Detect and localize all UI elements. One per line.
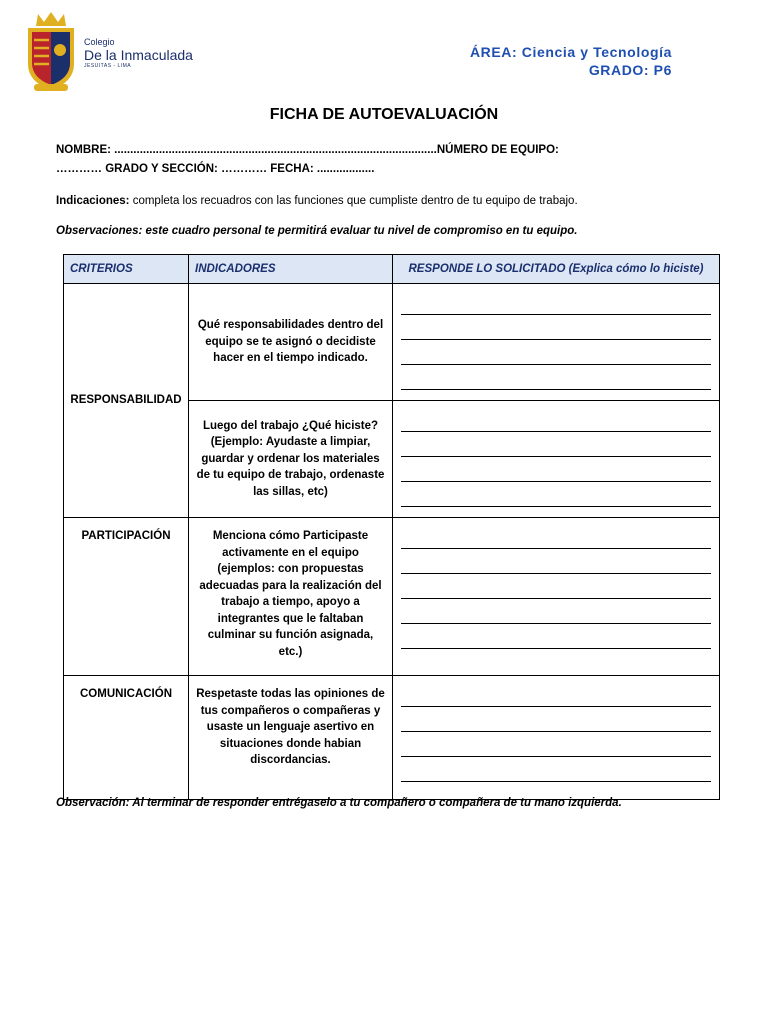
answer-area[interactable] [393,284,720,401]
indicador-cell: Respetaste todas las opiniones de tus compañeros o compañeras y usaste un lenguaje asertivo en situaciones donde habian discordancias. [189,676,393,800]
indicaciones-line [56,195,578,207]
school-subtitle: JESUITAS - LIMA [84,63,132,69]
criterio-comunicacion: COMUNICACIÓN [64,676,189,800]
header-responde: RESPONDE LO SOLICITADO (Explica cómo lo hiciste) [393,255,720,284]
criterio-responsabilidad: RESPONSABILIDAD [64,284,189,518]
header-criterios: CRITERIOS [64,255,189,284]
table-row [64,676,720,800]
indicador-cell: Menciona cómo Participaste activamente en el equipo (ejemplos: con propuestas adecuadas para la realización del trabajo a tiempo, apoyo a integrantes que le faltaban culminar su función asignada, etc.) [189,518,393,676]
answer-area[interactable] [393,676,720,800]
criterio-participacion: PARTICIPACIÓN [64,518,189,676]
school-crest-logo [24,10,78,94]
indicaciones-label: Indicaciones: [56,195,130,207]
answer-area[interactable] [393,401,720,518]
header-indicadores: INDICADORES [189,255,393,284]
grado-fecha-line[interactable]: ………… GRADO Y SECCIÓN: ………… FECHA: .................. [56,163,375,175]
nombre-line[interactable]: NOMBRE: .....................................................................................................NÚMERO DE EQUIPO: [56,144,559,156]
table-header-row [64,255,720,284]
grado-label: GRADO: P6 [588,62,672,78]
area-label: ÁREA: Ciencia y Tecnología [469,44,672,60]
observaciones-line: Observaciones: este cuadro personal te permitirá evaluar tu nivel de compromiso en tu equipo. [56,225,578,237]
school-name: De la Inmaculada [84,47,193,63]
answer-area[interactable] [393,518,720,676]
table-row [64,284,720,401]
indicador-cell: Luego del trabajo ¿Qué hiciste? (Ejemplo: Ayudaste a limpiar, guardar y ordenar los materiales de tu equipo de trabajo, ordenaste las sillas, etc) [189,401,393,518]
evaluation-table [63,254,720,800]
school-label: Colegio [84,37,115,47]
page-title: FICHA DE AUTOEVALUACIÓN [269,106,499,123]
indicaciones-text: completa los recuadros con las funciones que cumpliste dentro de tu equipo de trabajo. [129,195,578,207]
table-row [64,518,720,676]
observacion-final: Observación: Al terminar de responder entrégaselo a tu compañero o compañera de tu mano izquierda. [56,797,622,809]
indicador-cell: Qué responsabilidades dentro del equipo se te asignó o decidiste hacer en el tiempo indicado. [189,284,393,401]
school-name-block [84,38,193,69]
